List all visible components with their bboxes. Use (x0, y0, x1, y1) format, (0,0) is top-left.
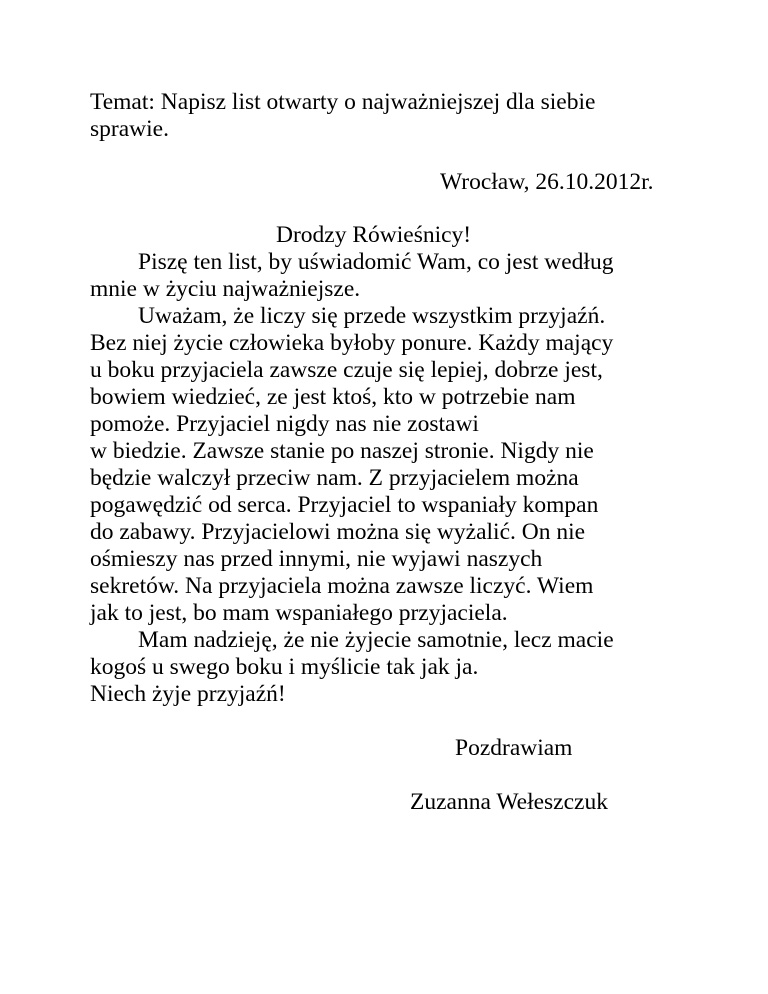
body-line: kogoś u swego boku i myślicie tak jak ja. (90, 654, 479, 680)
body-line: bowiem wiedzieć, ze jest ktoś, kto w potrzebie nam (90, 384, 576, 410)
topic-line-2: sprawie. (90, 116, 169, 142)
body-line: Piszę ten list, by uświadomić Wam, co jest według (138, 249, 614, 275)
body-line: Niech żyje przyjaźń! (90, 681, 286, 707)
body-line: pogawędzić od serca. Przyjaciel to wspaniały kompan (90, 492, 599, 518)
topic-line-1: Temat: Napisz list otwarty o najważniejszej dla siebie (90, 89, 596, 115)
body-line: mnie w życiu najważniejsze. (90, 276, 361, 302)
body-line: pomoże. Przyjaciel nigdy nas nie zostawi (90, 411, 479, 437)
body-line: jak to jest, bo mam wspaniałego przyjaciela. (90, 600, 508, 626)
body-line: Bez niej życie człowieka byłoby ponure. Każdy mający (90, 330, 614, 356)
body-line: u boku przyjaciela zawsze czuje się lepiej, dobrze jest, (90, 357, 603, 383)
body-line: w biedzie. Zawsze stanie po naszej stronie. Nigdy nie (90, 438, 594, 464)
body-line: będzie walczył przeciw nam. Z przyjacielem można (90, 465, 579, 491)
place-date: Wrocław, 26.10.2012r. (440, 169, 654, 195)
body-line: ośmieszy nas przed innymi, nie wyjawi naszych (90, 546, 543, 572)
body-line: Uważam, że liczy się przede wszystkim przyjaźń. (138, 303, 606, 329)
body-line: Mam nadzieję, że nie żyjecie samotnie, lecz macie (138, 627, 614, 653)
signature: Zuzanna Wełeszczuk (410, 789, 608, 815)
closing: Pozdrawiam (455, 735, 573, 761)
body-line: sekretów. Na przyjaciela można zawsze liczyć. Wiem (90, 573, 594, 599)
salutation: Drodzy Rówieśnicy! (276, 222, 472, 248)
body-line: do zabawy. Przyjacielowi można się wyżalić. On nie (90, 519, 586, 545)
